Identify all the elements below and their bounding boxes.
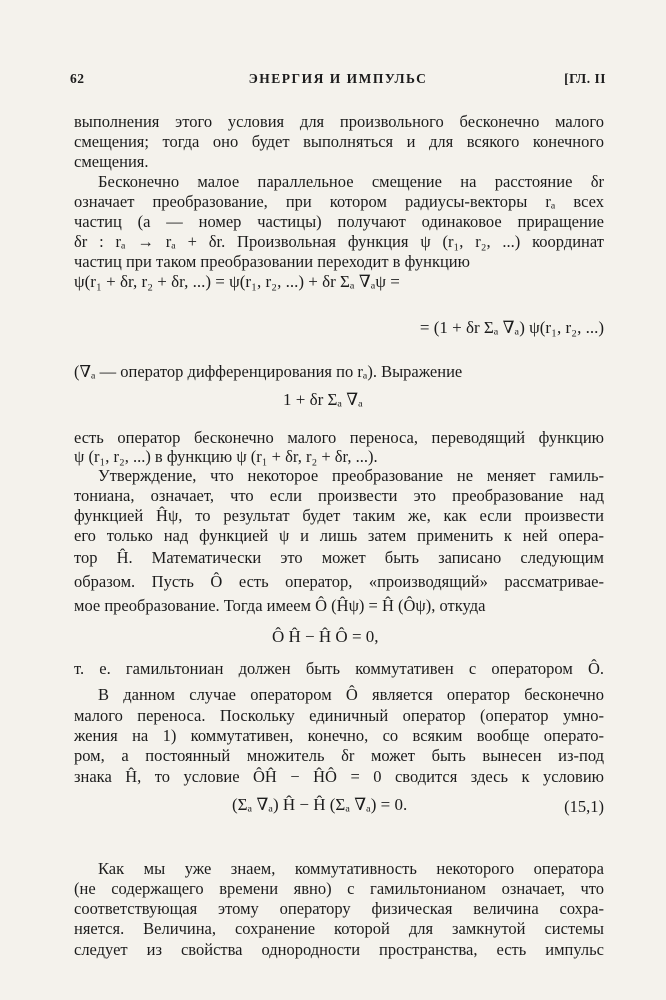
- equation-translation-cont: = (1 + δr Σₐ ∇ₐ) ψ(r₁, r₂, ...): [419, 318, 604, 337]
- text-line: функцией Ĥψ, то результат будет таким же, как если произвести: [74, 506, 604, 525]
- text-line: В данном случае оператором Ô является оператор бесконечно: [98, 685, 604, 704]
- text-line: соответствующая этому оператору физическая величина сохра-: [74, 899, 604, 918]
- equation-15-1: (Σₐ ∇ₐ) Ĥ − Ĥ (Σₐ ∇ₐ) = 0.: [232, 795, 408, 814]
- text-line: мое преобразование. Тогда имеем Ô (Ĥψ) = Ĥ (Ôψ), откуда: [74, 596, 486, 615]
- running-title: ЭНЕРГИЯ И ИМПУЛЬС: [248, 71, 428, 86]
- chapter-label: [ГЛ. II: [564, 71, 606, 86]
- text-line: смещения.: [74, 152, 149, 171]
- text-line: выполнения этого условия для произвольного бесконечно малого: [74, 112, 604, 131]
- text-line: δr : rₐ → rₐ + δr. Произвольная функция ψ (r₁, r₂, ...) координат: [74, 232, 604, 251]
- text-line: образом. Пусть Ô есть оператор, «производящий» рассматривае-: [74, 572, 604, 591]
- equation-translation: ψ(r₁ + δr, r₂ + δr, ...) = ψ(r₁, r₂, ...) + δr Σₐ ∇ₐψ =: [74, 272, 400, 291]
- text-line: ψ (r₁, r₂, ...) в функцию ψ (r₁ + δr, r₂ + δr, ...).: [74, 447, 378, 466]
- text-line: тониана, означает, что если произвести это преобразование над: [74, 486, 604, 505]
- text-line: Утверждение, что некоторое преобразование не меняет гамиль-: [98, 466, 604, 485]
- text-line: есть оператор бесконечно малого переноса, переводящий функцию: [74, 428, 604, 447]
- equation-commutator: Ô Ĥ − Ĥ Ô = 0,: [272, 627, 379, 646]
- text-line: его только над функцией ψ и лишь затем применить к ней опера-: [74, 526, 604, 545]
- text-line: Бесконечно малое параллельное смещение на расстояние δr: [98, 172, 604, 191]
- equation-number: (15,1): [564, 797, 604, 816]
- text-line: означает преобразование, при котором радиусы-векторы rₐ всех: [74, 192, 604, 211]
- text-line: частиц (a — номер частицы) получают одинаковое приращение: [74, 212, 604, 231]
- text-line: малого переноса. Поскольку единичный оператор (оператор умно-: [74, 706, 604, 725]
- text-line: т. е. гамильтониан должен быть коммутативен с оператором Ô.: [74, 659, 604, 678]
- text-line: частиц при таком преобразовании переходит в функцию: [74, 252, 470, 271]
- text-line: следует из свойства однородности пространства, есть импульс: [74, 940, 604, 959]
- text-line: (∇ₐ — оператор дифференцирования по rₐ). Выражение: [74, 362, 463, 381]
- text-line: (не содержащего времени явно) с гамильтонианом означает, что: [74, 879, 604, 898]
- text-line: ром, а постоянный множитель δr может быть вынесен из-под: [74, 746, 604, 765]
- running-header: [70, 71, 606, 91]
- equation-operator: 1 + δr Σₐ ∇ₐ: [283, 390, 363, 409]
- text-line: знака Ĥ, то условие ÔĤ − ĤÔ = 0 сводится здесь к условию: [74, 767, 604, 786]
- text-line: Как мы уже знаем, коммутативность некоторого оператора: [98, 859, 604, 878]
- page-number: 62: [70, 71, 85, 86]
- text-line: тор Ĥ. Математически это может быть записано следующим: [74, 548, 604, 567]
- text-line: смещения; тогда оно будет выполняться и для всякого конечного: [74, 132, 604, 151]
- text-line: няется. Величина, сохранение которой для замкнутой системы: [74, 919, 604, 938]
- text-line: жения на 1) коммутативен, конечно, со всяким вообще операто-: [74, 726, 604, 745]
